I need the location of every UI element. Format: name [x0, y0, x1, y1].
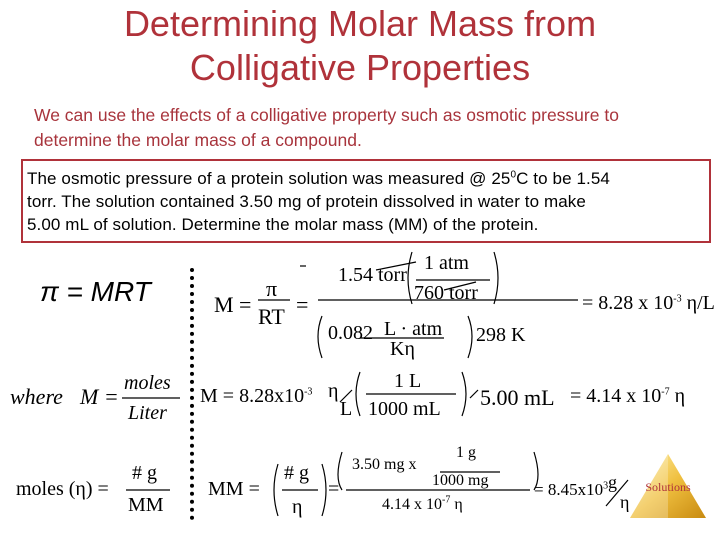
eq1-den-b: L · atm — [384, 318, 443, 340]
where-liter: Liter — [128, 402, 167, 424]
eq2-result-exp: -7 — [661, 386, 670, 398]
eq1-den-a: 0.082 — [328, 322, 373, 344]
eq1-den-c: Kη — [390, 338, 415, 360]
eq3-thousand-mg: 1000 mg — [432, 472, 489, 489]
eq3-lhs: MM = — [208, 478, 260, 500]
problem-line-3: 5.00 mL of solution. Determine the molar mass (MM) of the protein. — [27, 215, 539, 234]
eq2-l: L — [340, 398, 353, 420]
where-moles: moles — [124, 372, 171, 394]
eq1-equals: = — [296, 292, 309, 317]
title-line-2: Colligative Properties — [189, 47, 531, 88]
eq1-result-exp: -3 — [673, 293, 682, 305]
solutions-label[interactable]: Solutions — [645, 480, 691, 494]
title-line-1: Determining Molar Mass from — [123, 3, 597, 44]
intro-line-2: determine the molar mass of a compound. — [34, 130, 362, 150]
eq1-pi: π — [266, 276, 278, 301]
eq3-den-eta: η — [454, 496, 463, 513]
eq2-lhs — [200, 385, 312, 408]
eq1-result-unit: η/L — [686, 292, 715, 314]
eq3-den-exp: -7 — [442, 494, 451, 506]
eq3-den — [382, 496, 463, 514]
eq2-eta: η — [328, 380, 339, 402]
eq2-result-unit: η — [674, 385, 686, 407]
where-m: M = — [80, 384, 119, 409]
problem-line-1a: The osmotic pressure of a protein solution was measured @ 25 — [27, 169, 511, 188]
moles-den: MM — [128, 494, 164, 516]
eq3-result — [534, 480, 608, 500]
eq2-lhs-text: M = 8.28x10 — [200, 385, 305, 407]
eq1-den-d: 298 K — [476, 324, 526, 346]
eq1-result — [582, 292, 715, 315]
eq1-rt: RT — [258, 304, 285, 329]
eq3-eta: η — [292, 496, 303, 518]
eq2-result — [570, 385, 685, 408]
eq1-num-b: 1 atm — [424, 252, 469, 274]
eq1-lhs: M = — [214, 292, 252, 317]
eq3-one-g: 1 g — [456, 444, 476, 461]
eq2-thousand-ml: 1000 mL — [368, 398, 441, 420]
moles-num: # g — [132, 462, 157, 484]
problem-line-1b: C to be 1.54 — [516, 169, 610, 188]
eq2-lhs-exp: -3 — [304, 386, 313, 398]
eq2-result-text: = 4.14 x 10 — [570, 385, 662, 407]
eq1-num-c: 760 torr — [414, 282, 478, 304]
eq2-volume: 5.00 mL — [480, 385, 555, 410]
eq3-mass: 3.50 mg x — [352, 456, 417, 473]
eq1-result-text: = 8.28 x 10 — [582, 292, 674, 314]
eq3-result-text: = 8.45x10 — [534, 480, 604, 499]
moles-lhs: moles (η) = — [16, 478, 109, 500]
where-word: where — [10, 384, 63, 409]
eq2-one-l: 1 L — [394, 370, 422, 392]
eq3-g: # g — [284, 462, 309, 484]
intro-line-1: We can use the effects of a colligative property such as osmotic pressure to — [34, 105, 619, 125]
eq3-result-exp: 3 — [603, 480, 609, 492]
problem-line-2: torr. The solution contained 3.50 mg of protein dissolved in water to make — [27, 192, 586, 211]
degree-sup: 0 — [510, 169, 517, 181]
eq3-unit-g: g — [608, 472, 617, 492]
osmotic-pressure-equation: π = MRT — [40, 276, 151, 307]
eq3-unit-eta: η — [620, 492, 630, 512]
eq1-num-a: 1.54 torr — [338, 264, 407, 286]
eq3-den-text: 4.14 x 10 — [382, 496, 442, 513]
eq3-equals: = — [328, 478, 340, 500]
